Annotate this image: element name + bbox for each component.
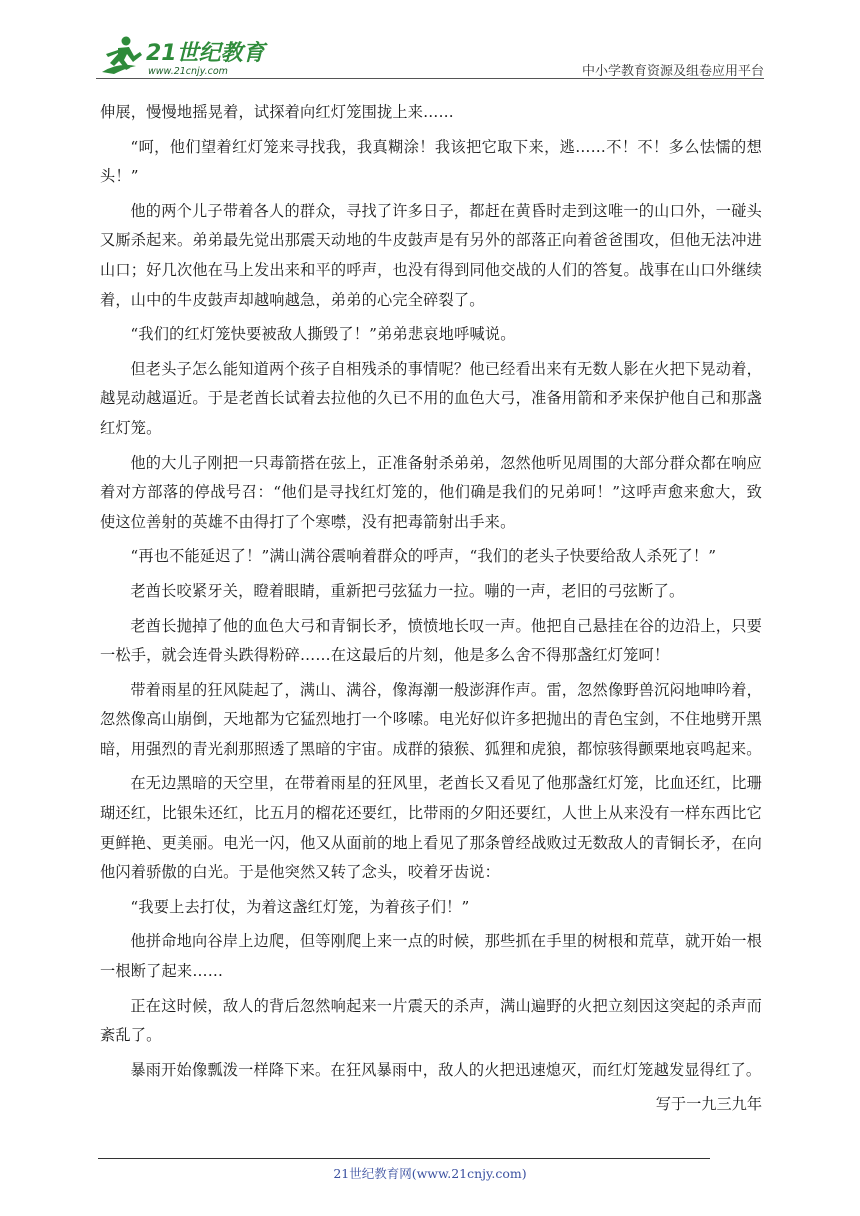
header-divider <box>96 78 764 79</box>
paragraph: 暴雨开始像瓢泼一样降下来。在狂风暴雨中，敌人的火把迅速熄灭，而红灯笼越发显得红了。 <box>130 1060 762 1079</box>
paragraph: 在无边黑暗的天空里，在带着雨星的狂风里，老酋长又看见了他那盏红灯笼，比血还红，比珊瑚还红，比银朱还红，比五月的榴花还要红，比带雨的夕阳还要红，人世上从来没有一样东西比它更鲜艳、更美丽。电光一闪，他又从面前的地上看见了那条曾经战败过无数敌人的青铜长矛，在向他闪着骄傲的白光。于是他突然又转了念头，咬着牙齿说： <box>100 774 762 882</box>
paragraph: 但老头子怎么能知道两个孩子自相残杀的事情呢？他已经看出来有无数人影在火把下晃动着，越晃动越逼近。于是老酋长试着去拉他的久已不用的血色大弓，准备用箭和矛来保护他自己和那盏红灯笼。 <box>100 359 762 437</box>
paragraph: 伸展，慢慢地摇晃着，试探着向红灯笼围拢上来…… <box>100 103 454 121</box>
paragraph: 他的两个儿子带着各人的群众，寻找了许多日子，都赶在黄昏时走到这唯一的山口外，一碰头又厮杀起来。弟弟最先觉出那震天动地的牛皮鼓声是有另外的部落正向着爸爸围攻，但他无法冲进山口；好几次他在马上发出来和平的呼声，也没有得到同他交战的人们的答复。战事在山口外继续着，山中的牛皮鼓声却越响越急，弟弟的心完全碎裂了。 <box>100 201 762 309</box>
paragraph: 他的大儿子刚把一只毒箭搭在弦上，正准备射杀弟弟，忽然他听见周围的大部分群众都在响应着对方部落的停战号召：“他们是寻找红灯笼的，他们确是我们的兄弟呵！”这呼声愈来愈大，致使这位善射的英雄不由得打了个寒噤，没有把毒箭射出手来。 <box>100 453 762 531</box>
logo <box>96 32 296 78</box>
article-body <box>100 98 762 1120</box>
footer-divider <box>98 1158 710 1159</box>
paragraph: 带着雨星的狂风陡起了，满山、满谷，像海潮一般澎湃作声。雷，忽然像野兽沉闷地呻吟着，忽然像高山崩倒，天地都为它猛烈地打一个哆嗦。电光好似许多把抛出的青色宝剑，不住地劈开黑暗，用强烈的青光刹那照透了黑暗的宇宙。成群的猿猴、狐狸和虎狼，都惊骇得颤栗地哀鸣起来。 <box>100 680 762 758</box>
logo-url: www.21cnjy.com <box>148 66 228 77</box>
footer-link[interactable]: 21世纪教育网(www.21cnjy.com) <box>333 1166 527 1181</box>
logo-text: 21世纪教育 <box>146 41 265 66</box>
date-signoff: 写于一九三九年 <box>655 1095 762 1114</box>
page-header <box>96 30 764 80</box>
header-platform-label: 中小学教育资源及组卷应用平台 <box>581 64 764 79</box>
paragraph: 他拼命地向谷岸上边爬，但等刚爬上来一点的时候，那些抓在手里的树根和荒草，就开始一根一根断了起来…… <box>100 932 762 981</box>
paragraph: “再也不能延迟了！”满山满谷震响着群众的呼声，“我们的老头子快要给敌人杀死了！” <box>130 547 717 566</box>
paragraph: “呵，他们望着红灯笼来寻找我，我真糊涂！我该把它取下来，逃……不！不！多么怯懦的想头！” <box>100 137 762 186</box>
paragraph: “我要上去打仗，为着这盏红灯笼，为着孩子们！” <box>130 897 470 916</box>
paragraph: “我们的红灯笼快要被敌人撕毁了！”弟弟悲哀地呼喊说。 <box>130 325 516 344</box>
paragraph: 老酋长咬紧牙关，瞪着眼睛，重新把弓弦猛力一拉。嘣的一声，老旧的弓弦断了。 <box>130 581 685 600</box>
runner-icon <box>102 37 142 75</box>
paragraph: 老酋长抛掉了他的血色大弓和青铜长矛，愤愤地长叹一声。他把自己悬挂在谷的边沿上，只要一松手，就会连骨头跌得粉碎……在这最后的片刻，他是多么舍不得那盏红灯笼呵！ <box>100 616 762 665</box>
paragraph: 正在这时候，敌人的背后忽然响起来一片震天的杀声，满山遍野的火把立刻因这突起的杀声而紊乱了。 <box>100 996 762 1045</box>
